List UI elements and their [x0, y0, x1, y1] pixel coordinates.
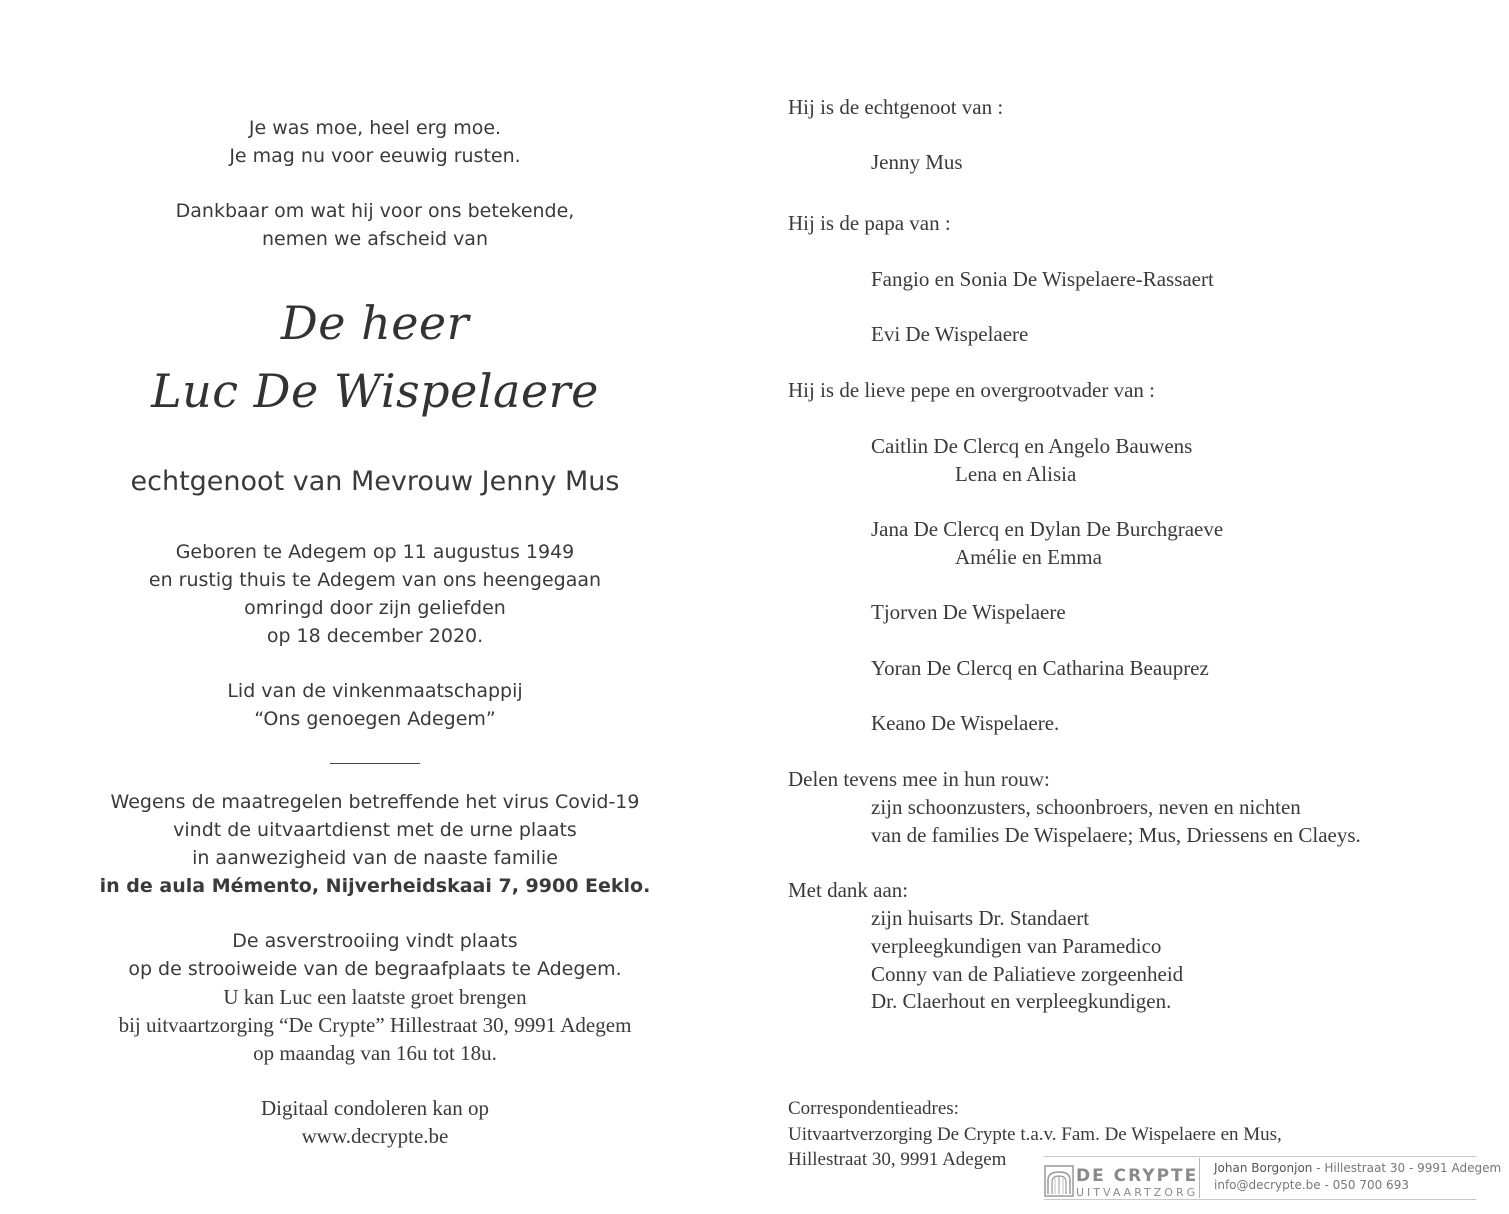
grandchild-name: Keano De Wispelaere. — [871, 711, 1060, 735]
funeral-home-logo — [1044, 1156, 1502, 1202]
papa-heading: Hij is de papa van : — [788, 211, 951, 235]
condolence-url: www.decrypte.be — [301, 1124, 449, 1148]
share-line: zijn schoonzusters, schoonbroers, neven en nichten — [871, 795, 1301, 819]
share-heading: Delen tevens mee in hun rouw: — [788, 767, 1050, 791]
covid-line: Wegens de maatregelen betreffende het virus Covid-19 — [110, 791, 640, 813]
visit-line: bij uitvaartzorging “De Crypte” Hillestraat 30, 9991 Adegem — [118, 1013, 632, 1037]
contact-name: Johan Borgonjon — [1214, 1161, 1313, 1175]
spouse-name: Jenny Mus — [871, 150, 963, 174]
visit-line: U kan Luc een laatste groet brengen — [223, 985, 527, 1009]
logo-rule-bottom — [1044, 1199, 1476, 1200]
child-name: Evi De Wispelaere — [871, 322, 1029, 346]
great-grandchild-names: Amélie en Emma — [955, 545, 1102, 569]
thanks-line: zijn huisarts Dr. Standaert — [871, 906, 1090, 930]
covid-line: vindt de uitvaartdienst met de urne plaats — [173, 819, 577, 841]
thanks-heading: Met dank aan: — [788, 878, 909, 902]
member-line: “Ons genoegen Adegem” — [254, 708, 496, 730]
ash-line: op de strooiweide van de begraafplaats te Adegem. — [128, 958, 622, 980]
logo-mark — [1044, 1162, 1199, 1198]
thanks-line: Dr. Claerhout en verpleegkundigen. — [871, 989, 1172, 1013]
member-line: Lid van de vinkenmaatschappij — [227, 680, 523, 702]
service-location: in de aula Mémento, Nijverheidskaai 7, 9900 Eeklo. — [99, 875, 651, 897]
contact-address: - Hillestraat 30 - 9991 Adegem — [1312, 1161, 1502, 1175]
ash-line: De asverstrooiing vindt plaats — [232, 930, 518, 952]
child-name: Fangio en Sonia De Wispelaere-Rassaert — [871, 267, 1214, 291]
share-line: van de families De Wispelaere; Mus, Driessens en Claeys. — [871, 823, 1361, 847]
birth-line: op 18 december 2020. — [266, 625, 484, 647]
logo-rule-top — [1044, 1156, 1476, 1157]
intro-line: nemen we afscheid van — [262, 228, 488, 250]
logo-subtitle: UITVAARTZORG — [1076, 1186, 1199, 1199]
birth-line: omringd door zijn geliefden — [244, 597, 506, 619]
grand-heading: Hij is de lieve pepe en overgrootvader van : — [788, 378, 1155, 402]
covid-line: in aanwezigheid van de naaste familie — [192, 847, 558, 869]
birth-line: Geboren te Adegem op 11 augustus 1949 — [175, 541, 575, 563]
divider — [330, 763, 420, 764]
logo-divider — [1199, 1158, 1200, 1198]
grandchild-name: Jana De Clercq en Dylan De Burchgraeve — [871, 517, 1224, 541]
condolence-line: Digitaal condoleren kan op — [260, 1096, 489, 1120]
poem-line: Je mag nu voor eeuwig rusten. — [229, 145, 521, 167]
thanks-line: Conny van de Paliatieve zorgeenheid — [871, 962, 1184, 986]
logo-contact-email-phone: info@decrypte.be - 050 700 693 — [1214, 1178, 1409, 1192]
grandchild-name: Yoran De Clercq en Catharina Beauprez — [871, 656, 1209, 680]
logo-contact-address — [1214, 1161, 1501, 1175]
great-grandchild-names: Lena en Alisia — [955, 462, 1077, 486]
grandchild-name: Tjorven De Wispelaere — [871, 600, 1066, 624]
correspondence-line: Hillestraat 30, 9991 Adegem — [788, 1149, 1007, 1170]
crypte-arches-logo-icon — [1044, 1164, 1074, 1198]
correspondence-line: Uitvaartverzorging De Crypte t.a.v. Fam. De Wispelaere en Mus, — [788, 1124, 1282, 1145]
intro-line: Dankbaar om wat hij voor ons betekende, — [175, 200, 575, 222]
grandchild-name: Caitlin De Clercq en Angelo Bauwens — [871, 434, 1193, 458]
deceased-title: De heer — [280, 296, 470, 350]
spouse-heading: Hij is de echtgenoot van : — [788, 95, 1004, 119]
visit-line: op maandag van 16u tot 18u. — [253, 1041, 497, 1065]
thanks-line: verpleegkundigen van Paramedico — [871, 934, 1162, 958]
poem-line: Je was moe, heel erg moe. — [248, 117, 502, 139]
birth-line: en rustig thuis te Adegem van ons heengegaan — [148, 569, 602, 591]
deceased-name: Luc De Wispelaere — [151, 364, 599, 418]
correspondence-heading: Correspondentieadres: — [788, 1098, 959, 1119]
spouse-line: echtgenoot van Mevrouw Jenny Mus — [130, 466, 620, 497]
logo-name: DE CRYPTE — [1076, 1166, 1199, 1186]
